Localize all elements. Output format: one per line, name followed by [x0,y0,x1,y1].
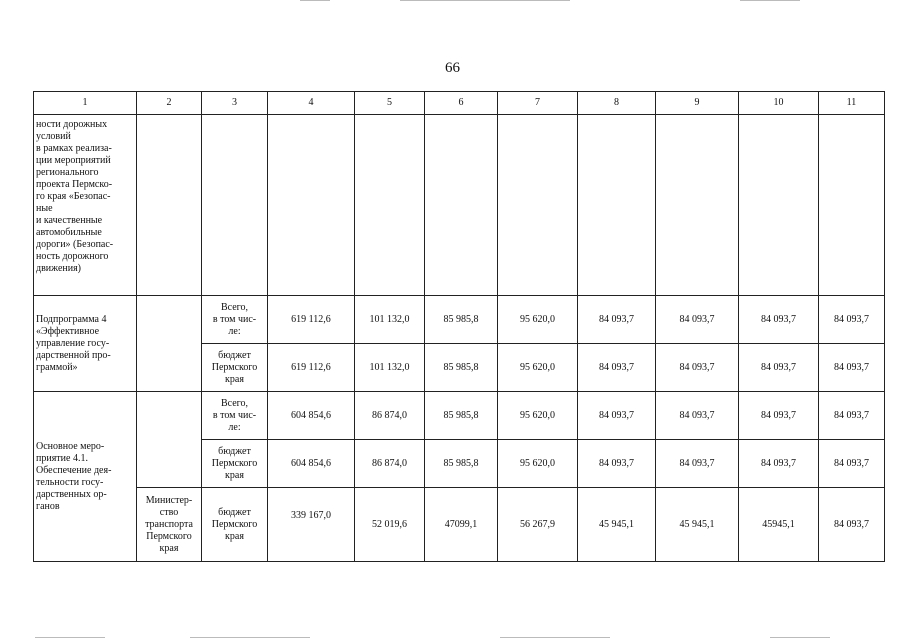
scan-mark [400,0,570,1]
header-cell: 9 [656,92,739,115]
header-cell: 8 [578,92,656,115]
continuation-description: ности дорожных условий в рамках реализа- ции мероприятий регионального проекта Пермско- го края «Безопас- ные и качественные автомобильные дороги» (Безопас- ность дорожного движения) [34,115,137,296]
value-cell: 84 093,7 [656,440,739,488]
executor-cell [137,392,202,488]
funding-source: бюджет Пермского края [202,344,268,392]
value-cell: 85 985,8 [425,440,498,488]
value-cell: 95 620,0 [498,440,578,488]
value-cell: 47099,1 [425,488,498,562]
value-cell: 84 093,7 [578,440,656,488]
empty-cell [355,115,425,296]
empty-cell [819,115,885,296]
value-cell: 52 019,6 [355,488,425,562]
value-cell: 85 985,8 [425,296,498,344]
header-row [34,92,885,115]
value-cell: 84 093,7 [656,344,739,392]
value-cell: 619 112,6 [268,296,355,344]
value-cell: 86 874,0 [355,392,425,440]
scan-mark [770,637,830,638]
header-cell: 4 [268,92,355,115]
empty-cell [425,115,498,296]
value-cell: 619 112,6 [268,344,355,392]
value-cell: 86 874,0 [355,440,425,488]
value-cell: 84 093,7 [819,296,885,344]
value-cell: 84 093,7 [819,392,885,440]
scan-mark [300,0,330,1]
measure-name: Основное меро- приятие 4.1. Обеспечение дея- тельности госу- дарственных ор- ганов [34,392,137,562]
value-cell: 56 267,9 [498,488,578,562]
value-cell: 45 945,1 [578,488,656,562]
funding-source: Всего, в том чис- ле: [202,296,268,344]
header-cell: 10 [739,92,819,115]
value-cell: 84 093,7 [739,440,819,488]
funding-source: Всего, в том чис- ле: [202,392,268,440]
table-row [34,392,885,440]
value-cell: 101 132,0 [355,344,425,392]
empty-cell [739,115,819,296]
header-cell: 11 [819,92,885,115]
value-cell: 101 132,0 [355,296,425,344]
value-cell: 84 093,7 [819,344,885,392]
empty-cell [578,115,656,296]
value-cell: 45945,1 [739,488,819,562]
header-cell: 5 [355,92,425,115]
value-cell: 84 093,7 [578,392,656,440]
header-cell: 2 [137,92,202,115]
value-cell: 95 620,0 [498,296,578,344]
scan-mark [500,637,610,638]
value-cell: 84 093,7 [578,296,656,344]
table-row [34,296,885,344]
value-cell: 84 093,7 [739,296,819,344]
scan-mark [35,637,105,638]
table-row [34,115,885,296]
header-cell: 6 [425,92,498,115]
budget-table [33,91,885,562]
empty-cell [656,115,739,296]
header-cell: 1 [34,92,137,115]
header-cell: 3 [202,92,268,115]
empty-cell [202,115,268,296]
value-cell: 95 620,0 [498,392,578,440]
page-number: 66 [445,60,460,76]
value-cell: 85 985,8 [425,392,498,440]
executor-name: Министер- ство транспорта Пермского края [137,488,202,562]
empty-cell [137,115,202,296]
value-cell: 604 854,6 [268,392,355,440]
funding-source: бюджет Пермского края [202,488,268,562]
table-row [34,488,885,562]
value-cell: 85 985,8 [425,344,498,392]
executor-cell [137,296,202,392]
value-cell: 84 093,7 [739,392,819,440]
empty-cell [498,115,578,296]
value-cell: 84 093,7 [819,488,885,562]
empty-cell [268,115,355,296]
scan-mark [740,0,800,1]
value-cell: 339 167,0 [268,488,355,562]
funding-source: бюджет Пермского края [202,440,268,488]
value-cell: 604 854,6 [268,440,355,488]
value-cell: 95 620,0 [498,344,578,392]
value-cell: 84 093,7 [656,392,739,440]
subprogram-name: Подпрограмма 4 «Эффективное управление госу- дарственной про- граммой» [34,296,137,392]
header-cell: 7 [498,92,578,115]
value-cell: 84 093,7 [578,344,656,392]
value-cell: 45 945,1 [656,488,739,562]
value-cell: 84 093,7 [819,440,885,488]
value-cell: 84 093,7 [739,344,819,392]
scan-mark [190,637,310,638]
value-cell: 84 093,7 [656,296,739,344]
